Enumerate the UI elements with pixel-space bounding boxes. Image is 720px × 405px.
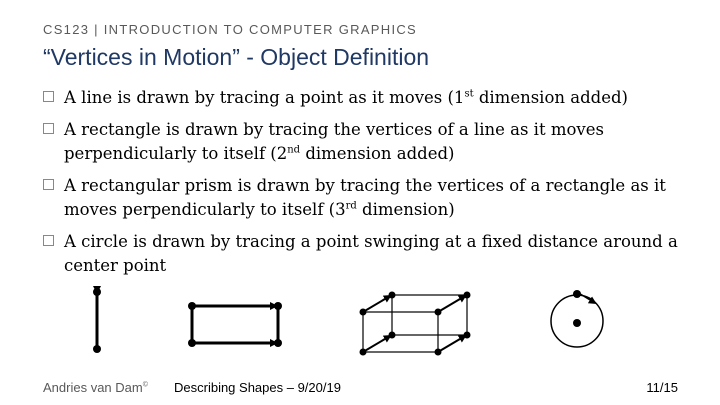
bullet-text: A rectangular prism is drawn by tracing the vertices of a rectangle as it moves perpendicularly to itself (3rd dimension) xyxy=(64,176,666,219)
prism-figure xyxy=(360,292,471,356)
line-figure xyxy=(93,288,101,353)
circle-figure xyxy=(551,290,603,347)
footer-slide-info: Describing Shapes – 9/20/19 xyxy=(174,380,341,395)
bullet-text: A rectangle is drawn by tracing the vertices of a line as it moves perpendicularly to itself (2nd dimension added) xyxy=(64,120,604,163)
footer-author: Andries van Dam© xyxy=(43,380,148,395)
course-header: CS123 | INTRODUCTION TO COMPUTER GRAPHICS xyxy=(43,22,418,37)
slide-title: “Vertices in Motion” - Object Definition xyxy=(43,44,430,70)
bullet-text: A circle is drawn by tracing a point swinging at a fixed distance around a center point xyxy=(64,232,678,275)
rectangle-figure xyxy=(188,302,282,347)
bullet-text: A line is drawn by tracing a point as it moves (1st dimension added) xyxy=(64,88,628,107)
page-number: 11/15 xyxy=(646,380,678,395)
